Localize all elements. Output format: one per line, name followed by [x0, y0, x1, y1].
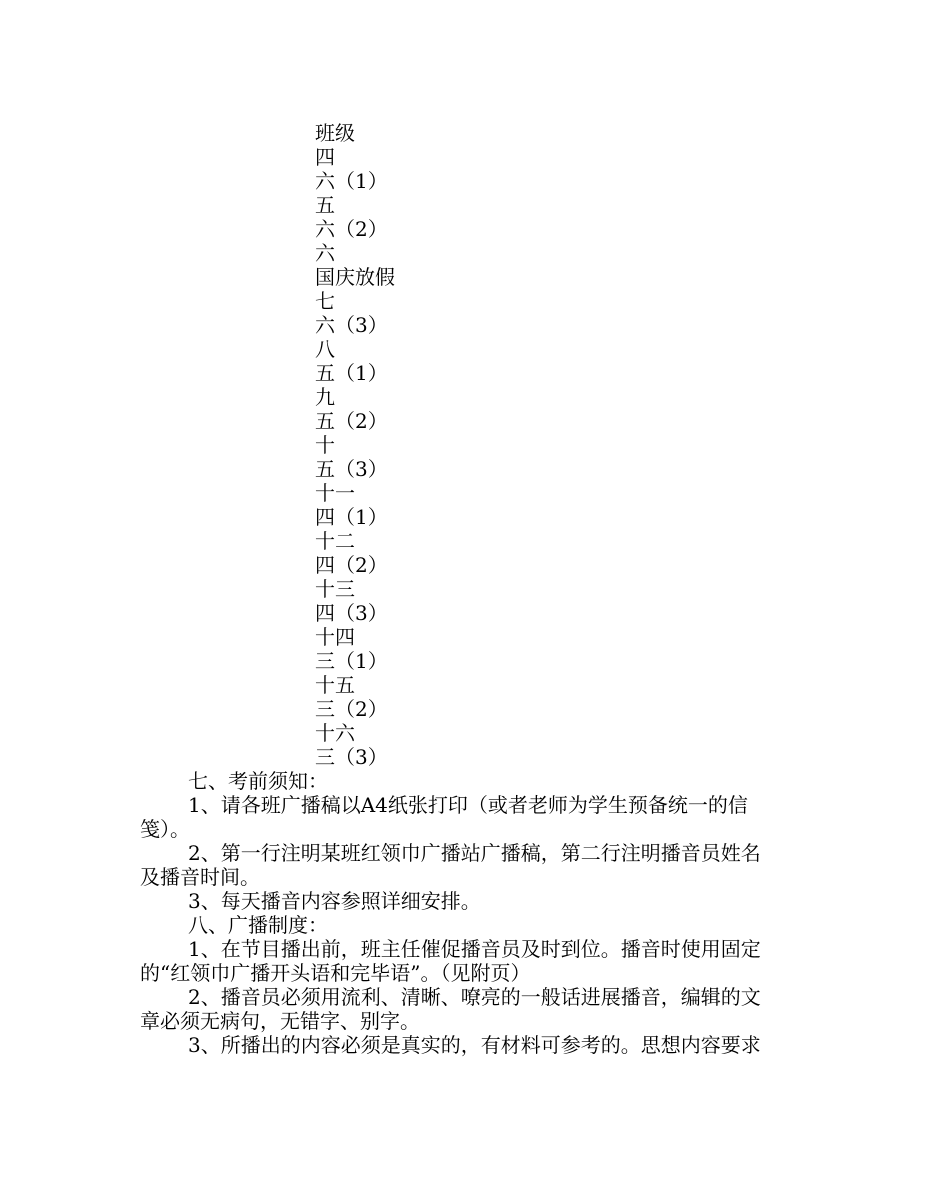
document-body	[140, 769, 812, 1057]
section-8-item-1: 1、在节目播出前，班主任催促播音员及时到位。播音时使用固定	[188, 937, 761, 961]
schedule-class: 五（1）	[315, 361, 388, 385]
section-7-item-2-continued: 及播音时间。	[140, 865, 260, 889]
schedule-header: 班级	[315, 121, 355, 145]
schedule-week: 四	[315, 145, 335, 169]
schedule-class: 四（1）	[315, 505, 388, 529]
broadcast-schedule-list	[315, 121, 615, 769]
section-8-item-2: 2、播音员必须用流利、清晰、嘹亮的一般话进展播音，编辑的文	[188, 985, 761, 1009]
schedule-class: 六（2）	[315, 217, 388, 241]
section-7-item-2: 2、第一行注明某班红领巾广播站广播稿，第二行注明播音员姓名	[188, 841, 761, 865]
schedule-class: 国庆放假	[315, 265, 395, 289]
schedule-class: 三（2）	[315, 697, 388, 721]
schedule-week: 八	[315, 337, 335, 361]
schedule-week: 十三	[315, 577, 355, 601]
schedule-class: 三（1）	[315, 649, 388, 673]
section-8-item-1-continued: 的“红领巾广播开头语和完毕语”。（见附页）	[140, 961, 531, 985]
section-8-heading: 八、广播制度：	[188, 913, 328, 937]
section-8-item-2-continued: 章必须无病句，无错字、别字。	[140, 1009, 420, 1033]
schedule-class: 四（3）	[315, 601, 388, 625]
section-7-item-1: 1、请各班广播稿以A4纸张打印（或者老师为学生预备统一的信	[188, 793, 748, 817]
schedule-week: 十一	[315, 481, 355, 505]
schedule-week: 十	[315, 433, 335, 457]
section-7-heading: 七、考前须知：	[188, 769, 328, 793]
schedule-class: 六（3）	[315, 313, 388, 337]
schedule-week: 七	[315, 289, 335, 313]
schedule-week: 十五	[315, 673, 355, 697]
schedule-week: 十六	[315, 721, 355, 745]
section-8-item-3: 3、所播出的内容必须是真实的，有材料可参考的。思想内容要求	[188, 1033, 761, 1057]
schedule-class: 四（2）	[315, 553, 388, 577]
schedule-class: 五（2）	[315, 409, 388, 433]
schedule-class: 三（3）	[315, 745, 388, 769]
schedule-week: 五	[315, 193, 335, 217]
section-7-item-3: 3、每天播音内容参照详细安排。	[188, 889, 481, 913]
schedule-week: 九	[315, 385, 335, 409]
section-7-item-1-continued: 笺）。	[140, 817, 190, 841]
schedule-class: 六（1）	[315, 169, 388, 193]
schedule-week: 十二	[315, 529, 355, 553]
schedule-class: 五（3）	[315, 457, 388, 481]
schedule-week: 十四	[315, 625, 355, 649]
schedule-week: 六	[315, 241, 335, 265]
